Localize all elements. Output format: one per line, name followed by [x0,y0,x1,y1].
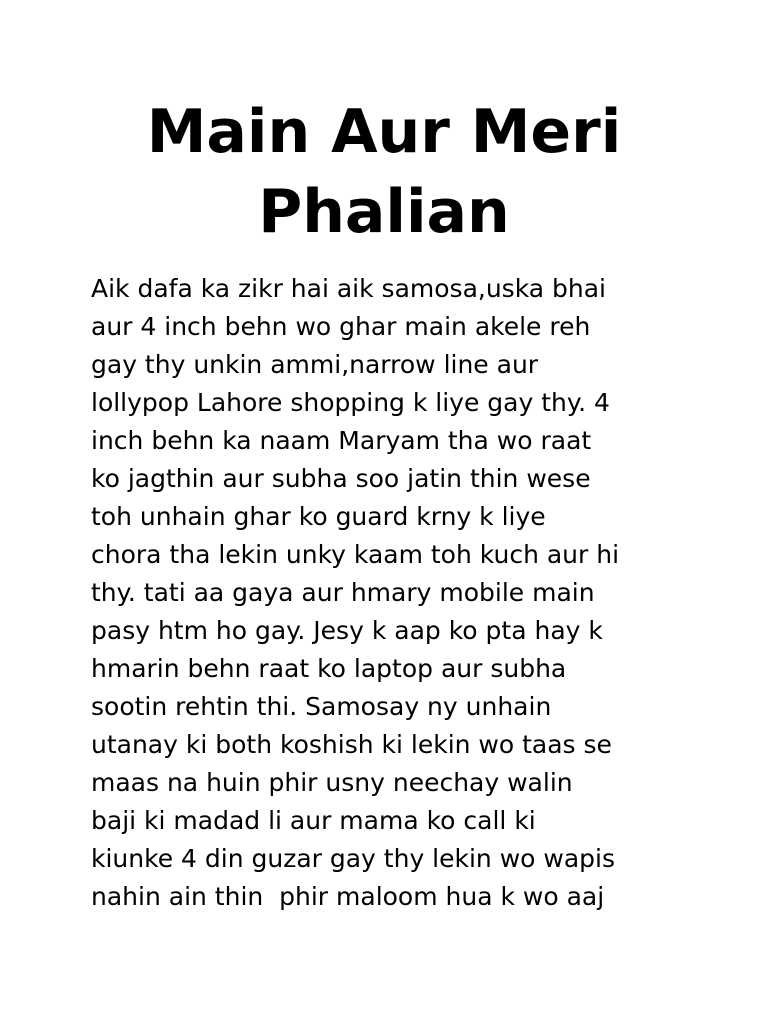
title-line-1: Main Aur Meri [146,97,622,167]
body-line: thy. tati aa gaya aur hmary mobile main [91,578,595,607]
body-line: pasy htm ho gay. Jesy k aap ko pta hay k [91,616,603,645]
body-paragraph [91,270,691,916]
body-line: utanay ki both koshish ki lekin wo taas se [91,730,612,759]
body-line: maas na huin phir usny neechay walin [91,768,573,797]
body-line: lollypop Lahore shopping k liye gay thy. 4 [91,388,610,417]
body-line: sootin rehtin thi. Samosay ny unhain [91,692,552,721]
body-line: baji ki madad li aur mama ko call ki [91,806,536,835]
body-line: inch behn ka naam Maryam tha wo raat [91,426,592,455]
body-line: aur 4 inch behn wo ghar main akele reh [91,312,591,341]
body-line: kiunke 4 din guzar gay thy lekin wo wapis [91,844,616,873]
title-line-2: Phalian [258,177,510,247]
body-line: Aik dafa ka zikr hai aik samosa,uska bhai [91,274,606,303]
body-line: chora tha lekin unky kaam toh kuch aur hi [91,540,620,569]
body-line: toh unhain ghar ko guard krny k liye [91,502,546,531]
body-line: ko jagthin aur subha soo jatin thin wese [91,464,591,493]
body-line: nahin ain thin phir maloom hua k wo aaj [91,882,605,911]
body-line: hmarin behn raat ko laptop aur subha [91,654,567,683]
page-title [0,92,768,252]
body-line: gay thy unkin ammi,narrow line aur [91,350,539,379]
